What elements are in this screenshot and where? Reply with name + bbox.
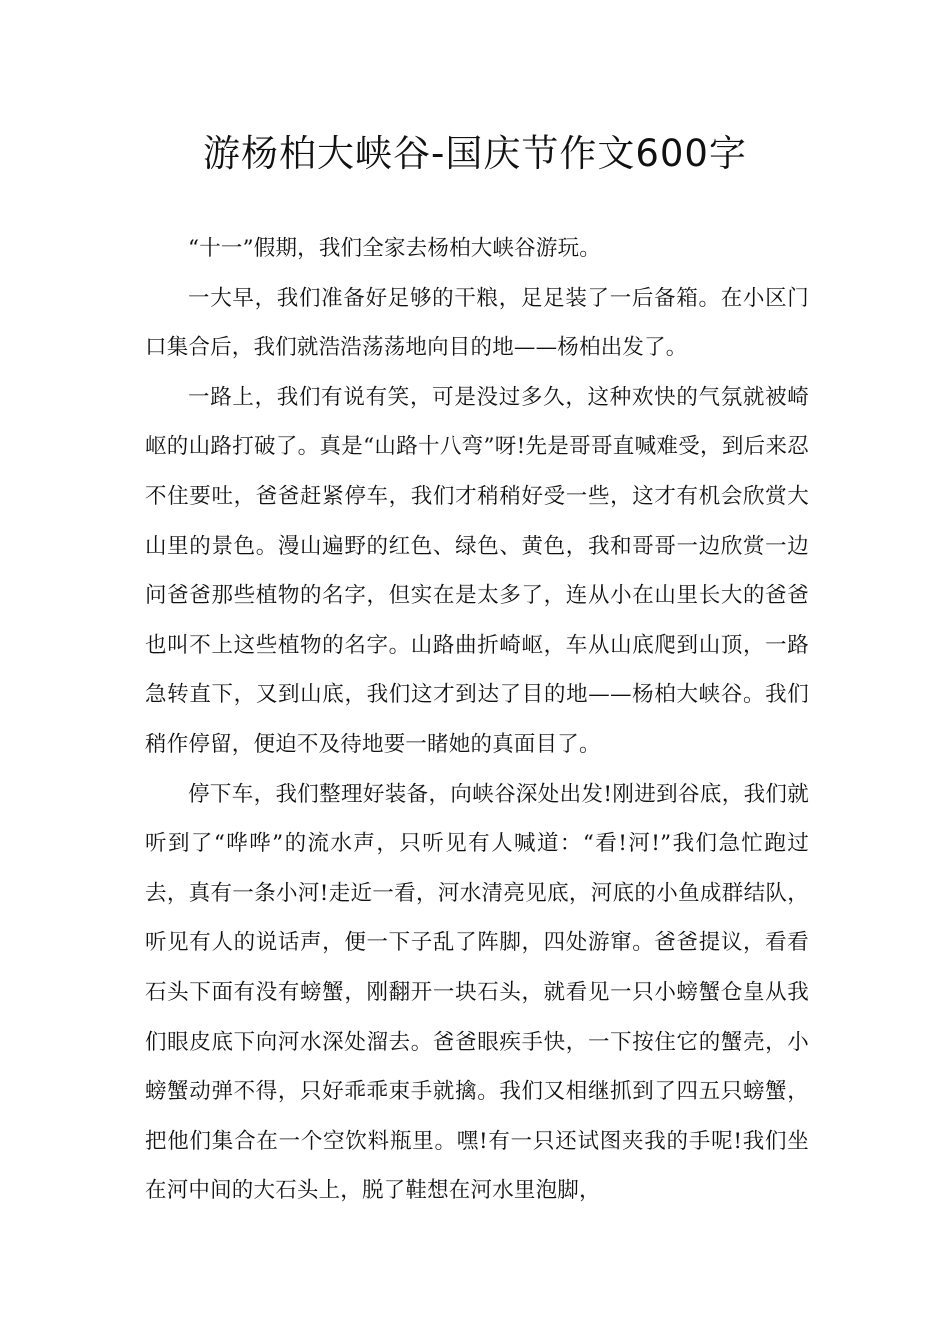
essay-body xyxy=(145,224,809,1216)
paragraph-4: 停下车，我们整理好装备，向峡谷深处出发!刚进到谷底，我们就听到了“哗哗”的流水声，只听见有人喊道：“看!河!”我们急忙跑过去，真有一条小河!走近一看，河水清亮见底，河底的小鱼成群结队，听见有人的说话声，便一下子乱了阵脚，四处游窜。爸爸提议，看看石头下面有没有螃蟹，刚翻开一块石头，就看见一只小螃蟹仓皇从我们眼皮底下向河水深处溜去。爸爸眼疾手快，一下按住它的蟹壳，小螃蟹动弹不得，只好乖乖束手就擒。我们又相继抓到了四五只螃蟹，把他们集合在一个空饮料瓶里。嘿!有一只还试图夹我的手呢!我们坐在河中间的大石头上，脱了鞋想在河水里泡脚， xyxy=(145,781,809,1204)
paragraph-1: “十一”假期，我们全家去杨柏大峡谷游玩。 xyxy=(188,236,601,261)
document-title: 游杨柏大峡谷-国庆节作文600字 xyxy=(203,132,747,175)
paragraph-2: 一大早，我们准备好足够的干粮，足足装了一后备箱。在小区门口集合后，我们就浩浩荡荡地向目的地——杨柏出发了。 xyxy=(145,285,809,361)
paragraph-3: 一路上，我们有说有笑，可是没过多久，这种欢快的气氛就被崎岖的山路打破了。真是“山路十八弯”呀!先是哥哥直喊难受，到后来忍不住要吐，爸爸赶紧停车，我们才稍稍好受一些，这才有机会欣赏大山里的景色。漫山遍野的红色、绿色、黄色，我和哥哥一边欣赏一边问爸爸那些植物的名字，但实在是太多了，连从小在山里长大的爸爸也叫不上这些植物的名字。山路曲折崎岖，车从山底爬到山顶，一路急转直下，又到山底，我们这才到达了目的地——杨柏大峡谷。我们稍作停留，便迫不及待地要一睹她的真面目了。 xyxy=(145,384,809,757)
